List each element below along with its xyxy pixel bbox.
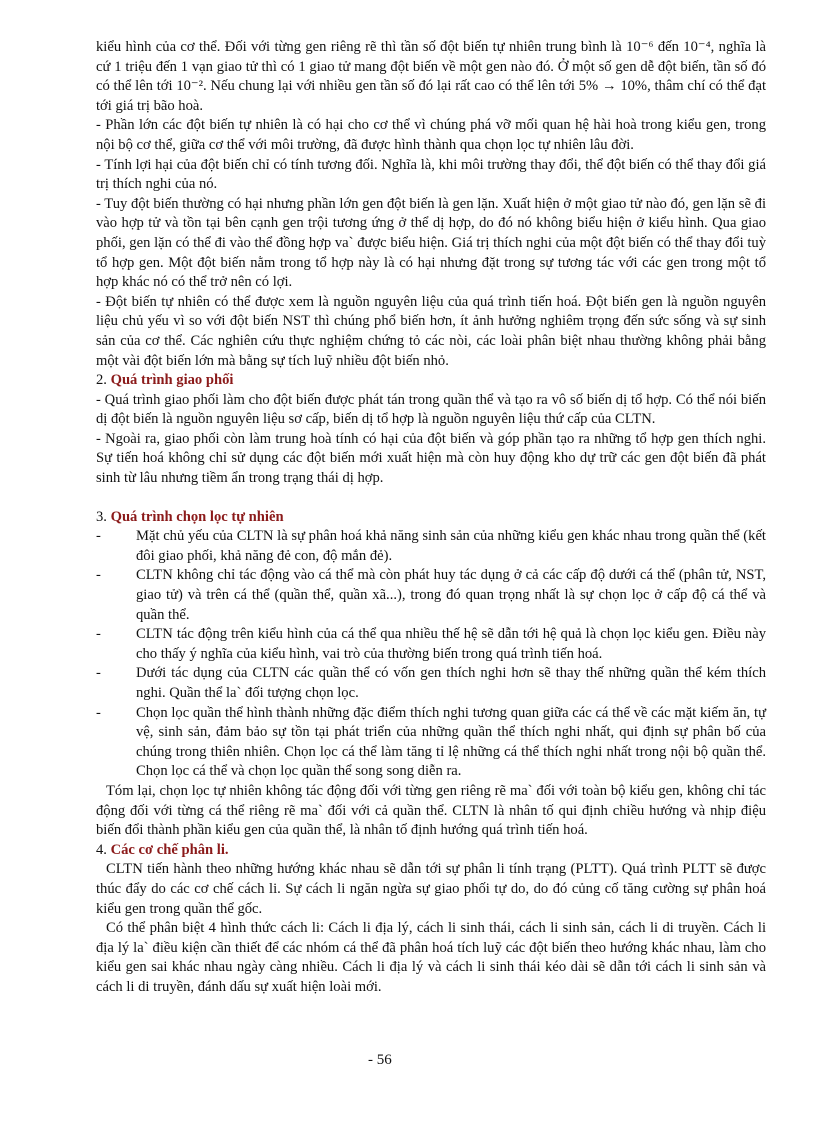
bullet-text: CLTN tác động trên kiểu hình của cá thể qua nhiều thế hệ sẽ dẫn tới hệ quả là chọn lọc kiểu gen. Điều này cho thấy ý nghĩa của kiểu hình, vai trò của thường biến trong quá trình tiến hoá. [136, 626, 766, 662]
section-title: Quá trình chọn lọc tự nhiên [110, 508, 284, 525]
section-number: 2. [96, 372, 111, 389]
bullet-item [96, 664, 766, 703]
section-title: Các cơ chế phân li. [110, 841, 229, 858]
paragraph: - Tuy đột biến thường có hại nhưng phần lớn gen đột biến là gen lặn. Xuất hiện ở một giao tử nào đó, gen lặn sẽ đi vào hợp tử và tồn tại bên cạnh gen trội tương ứng ở thể dị hợp, do đó nó không biểu hiện ở kiểu hình. Qua giao phối, gen lặn có thể đi vào thể đồng hợp va` được biểu hiện. Giá trị thích nghi của một đột biến có thể thay đổi tuỳ tổ hợp gen. Một đột biến nằm trong tổ hợp này là có hại nhưng đặt trong sự tương tác với các gen trong một tổ hợp khác nó có thể trở nên có lợi. [96, 195, 766, 291]
bullet-mark: - [96, 528, 101, 545]
bullet-item [96, 527, 766, 566]
bullet-text: CLTN không chỉ tác động vào cá thể mà còn phát huy tác dụng ở cả các cấp độ dưới cá thể (phân tử, NST, giao tử) và trên cá thể (quần thể, quần xã...), trong đó quan trọng nhất là sự chọn lọc ở cấp độ cá thể và quần thể. [136, 567, 766, 623]
paragraph: CLTN tiến hành theo những hướng khác nhau sẽ dẫn tới sự phân li tính trạng (PLTT). Quá trình PLTT sẽ được thúc đẩy do các cơ chế cách li. Sự cách li ngăn ngừa sự giao phối tự do, do đó củng cố tăng cường sự phân hoá kiểu gen trong quần thể gốc. [96, 861, 766, 917]
paragraph: - Ngoài ra, giao phối còn làm trung hoà tính có hại của đột biến và góp phần tạo ra những tổ hợp gen thích nghi. Sự tiến hoá không chỉ sử dụng các đột biến mới xuất hiện mà còn huy động kho dự trữ các gen đột biến đã phát sinh từ lâu nhưng tiềm ẩn trong trạng thái dị hợp. [96, 430, 766, 487]
bullet-mark: - [96, 567, 101, 584]
bullet-mark: - [96, 626, 101, 643]
section-number: 4. [96, 841, 111, 858]
paragraph: - Phần lớn các đột biến tự nhiên là có hại cho cơ thể vì chúng phá vỡ mối quan hệ hài hoà trong kiểu gen, trong nội bộ cơ thể, giữa cơ thể với môi trường, đã được hình thành qua chọn lọc tự nhiên lâu đời. [96, 117, 766, 153]
section-heading [96, 841, 766, 861]
section-heading [96, 508, 766, 528]
paragraph: - Tính lợi hại của đột biến chỉ có tính tương đối. Nghĩa là, khi môi trường thay đổi, thể đột biến có thể thay đổi giá trị thích nghi của nó. [96, 156, 766, 193]
bullet-text: Chọn lọc quần thể hình thành những đặc điểm thích nghi tương quan giữa các cá thể về các mặt kiếm ăn, tự vệ, sinh sản, đảm bảo sự tồn tại phát triển của những quần thể thích nghi nhất, qui định sự phân bố của chúng trong thiên nhiên. Chọn lọc cá thể làm tăng tỉ lệ những cá thể thích nghi nhất trong nội bộ quần thể. Chọn lọc cá thể và chọn lọc quần thể song song diễn ra. [136, 704, 766, 780]
bullet-text: Mặt chủ yếu của CLTN là sự phân hoá khả năng sinh sản của những kiểu gen khác nhau trong quần thể (kết đôi giao phối, khả năng đẻ con, độ mắn đẻ). [136, 528, 766, 564]
section-number: 3. [96, 508, 111, 525]
bullet-mark: - [96, 704, 101, 721]
paragraph: Có thể phân biệt 4 hình thức cách li: Cách li địa lý, cách li sinh thái, cách li sinh sản, cách li di truyền. Cách li địa lý la` điều kiện cần thiết để các nhóm cá thể đã phân hoá tích luỹ các đột biến theo hướng khác nhau, làm cho kiểu gen sai khác nhau ngày càng nhiều. Cách li địa lý và cách li sinh thái kéo dài sẽ dẫn tới cách li sinh sản và cách li di truyền, đánh dấu sự xuất hiện loài mới. [96, 920, 766, 995]
bullet-item [96, 625, 766, 664]
document-page [96, 38, 766, 998]
bullet-item [96, 566, 766, 625]
paragraph: kiểu hình của cơ thể. Đối với từng gen riêng rẽ thì tần số đột biến tự nhiên trung bình là 10⁻⁶ đến 10⁻⁴, nghĩa là cứ 1 triệu đến 1 vạn giao tử thì có 1 giao tử mang đột biến về một gen nào đó. Ở một số gen dễ đột biến, tần số đó có thể lên tới 10⁻². Nếu chung lại với nhiều gen tần số đó lại rất cao có thể lên tới 5% → 10%, thâm chí có thể đạt tới giá trị bão hoà. [96, 39, 766, 114]
paragraph: - Quá trình giao phối làm cho đột biến được phát tán trong quần thể và tạo ra vô số biến dị tổ hợp. Có thể nói biến dị đột biến là nguồn nguyên liệu sơ cấp, biến dị tổ hợp là nguồn nguyên liệu thứ cấp của CLTN. [96, 391, 766, 428]
bullet-text: Dưới tác dụng của CLTN các quần thể có vốn gen thích nghi hơn sẽ thay thế những quần thể kém thích nghi. Quần thể la` đối tượng chọn lọc. [136, 665, 766, 701]
bullet-mark: - [96, 665, 101, 682]
page-number: - 56 [368, 1052, 392, 1068]
section-heading [96, 371, 766, 391]
spacer [96, 489, 766, 508]
paragraph: - Đột biến tự nhiên có thể được xem là nguồn nguyên liệu của quá trình tiến hoá. Đột biến gen là nguồn nguyên liệu chủ yếu vì so với đột biến NST thì chúng phổ biến hơn, ít ảnh hưởng nghiêm trọng đến sức sống và sự sinh sản của cơ thể. Các nghiên cứu thực nghiệm chứng tỏ các nòi, các loài phân biệt nhau thường không phải bằng một vài đột biến lớn mà bằng sự tích luỹ nhiều đột biến nhỏ. [96, 293, 766, 369]
bullet-item [96, 704, 766, 782]
section-title: Quá trình giao phối [110, 372, 234, 389]
summary-paragraph: Tóm lại, chọn lọc tự nhiên không tác động đối với từng gen riêng rẽ ma` đối với toàn bộ kiểu gen, không chỉ tác động đối với từng cá thể riêng rẽ ma` đối với cả quần thể. CLTN là nhân tố qui định chiều hướng và nhịp điệu biến đổi thành phần kiểu gen của quần thể, là nhân tố định hướng quá trình tiến hoá. [96, 782, 766, 839]
